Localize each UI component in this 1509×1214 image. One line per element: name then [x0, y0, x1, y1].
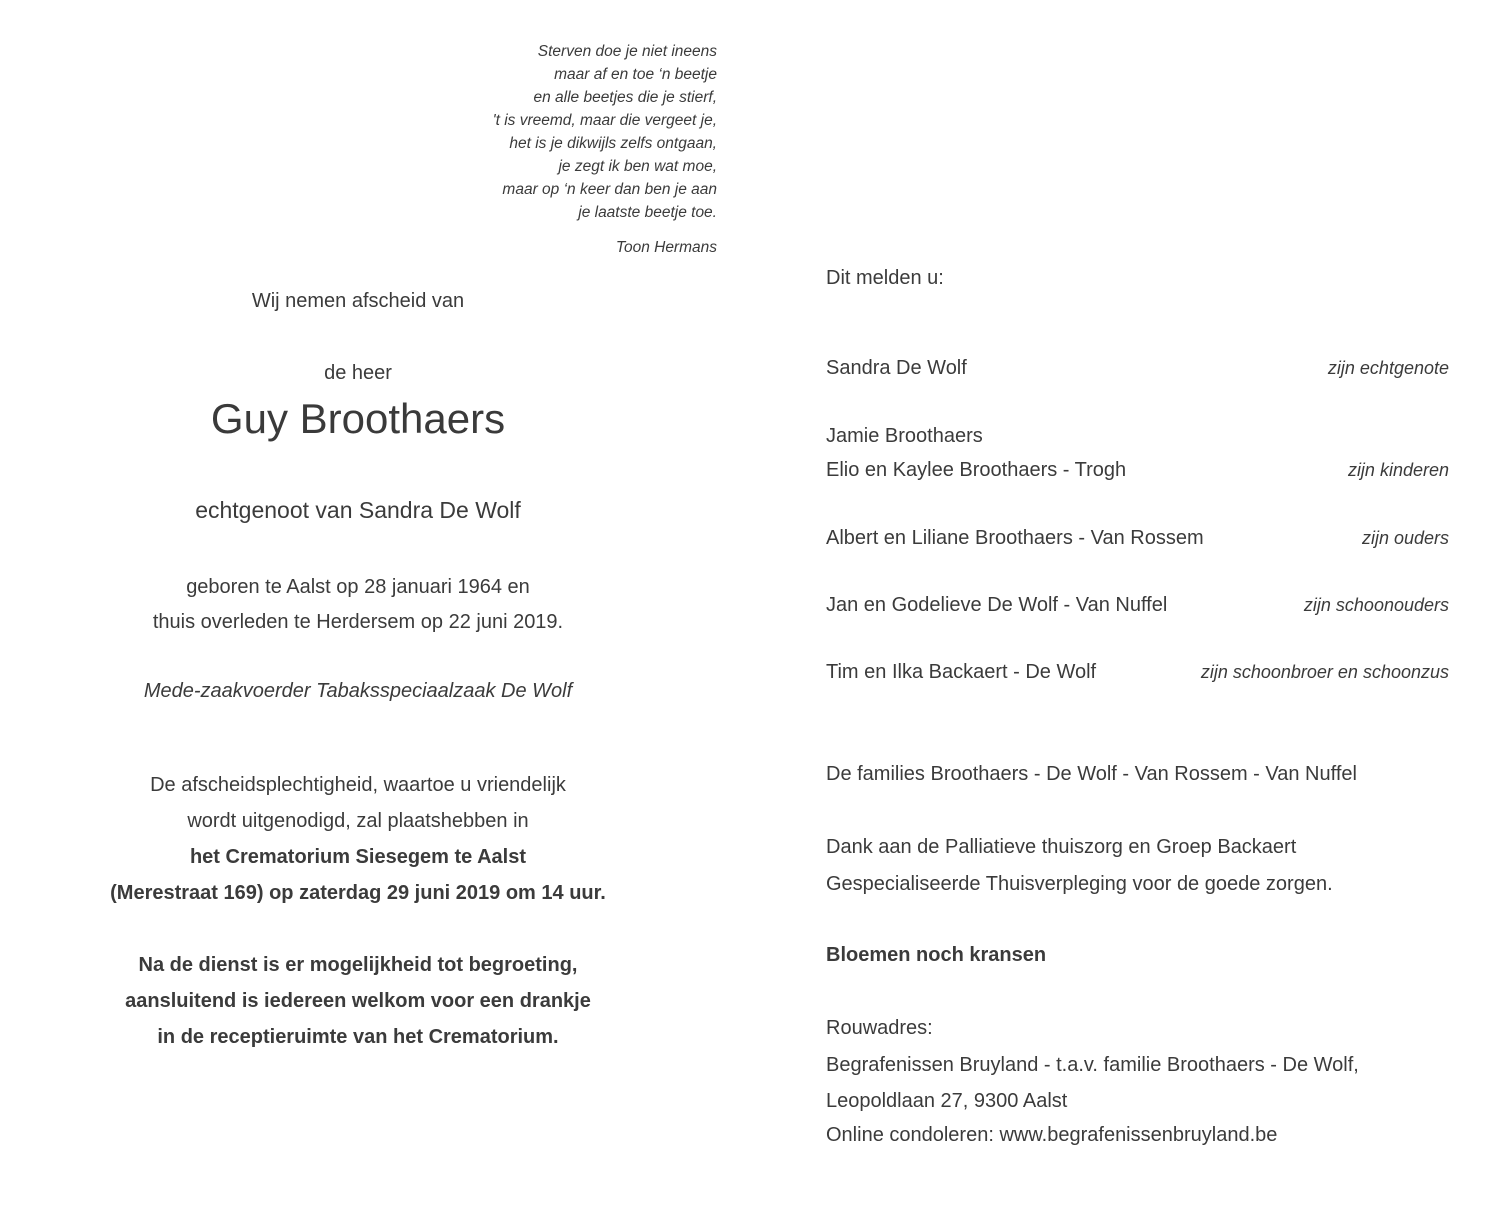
thanks-line: Gespecialiseerde Thuisverpleging voor de goede zorgen.: [826, 873, 1333, 895]
ceremony-line: De afscheidsplechtigheid, waartoe u vriendelijk: [150, 774, 566, 796]
family-row: [826, 655, 1449, 689]
family-member-name: Jan en Godelieve De Wolf - Van Nuffel: [826, 594, 1168, 616]
poem-line: 't is vreemd, maar die vergeet je,: [492, 112, 717, 129]
family-row: [826, 521, 1449, 555]
poem-line: je laatste beetje toe.: [578, 204, 717, 221]
occupation: Mede-zaakvoerder Tabaksspeciaalzaak De Wolf: [143, 680, 573, 702]
poem: [380, 40, 717, 259]
birth-line: geboren te Aalst op 28 januari 1964 en: [186, 576, 530, 598]
family-relation: zijn schoonouders: [1303, 595, 1449, 615]
spouse-line: echtgenoot van Sandra De Wolf: [195, 497, 521, 523]
address-label: Rouwadres:: [826, 1017, 933, 1039]
reception-line: Na de dienst is er mogelijkheid tot begroeting,: [138, 954, 578, 976]
poem-line: het is je dikwijls zelfs ontgaan,: [509, 135, 717, 152]
poem-author: Toon Hermans: [615, 239, 717, 256]
family-row: [826, 419, 1449, 487]
thanks-line: Dank aan de Palliatieve thuiszorg en Groep Backaert: [826, 836, 1297, 858]
poem-line: en alle beetjes die je stierf,: [533, 89, 717, 106]
family-row: [826, 588, 1449, 622]
deceased-name: Guy Broothaers: [210, 395, 506, 442]
family-member-name: Tim en Ilka Backaert - De Wolf: [826, 661, 1097, 683]
death-line: thuis overleden te Herdersem op 22 juni 2019.: [152, 611, 564, 633]
ceremony-line: wordt uitgenodigd, zal plaatshebben in: [187, 810, 529, 832]
ceremony-place: het Crematorium Siesegem te Aalst: [189, 846, 527, 868]
thanks-note: [826, 829, 1449, 903]
address-line: Leopoldlaan 27, 9300 Aalst: [826, 1090, 1068, 1112]
announcement: Dit melden u:: [826, 267, 944, 289]
reception-info: [60, 947, 656, 1055]
families-line: De families Broothaers - De Wolf - Van Rossem - Van Nuffel: [826, 763, 1357, 785]
family-relation: zijn echtgenote: [1327, 358, 1449, 378]
family-relation: zijn ouders: [1361, 528, 1449, 548]
poem-line: maar op ‘n keer dan ben je aan: [502, 181, 717, 198]
no-flowers-note: Bloemen noch kransen: [826, 944, 1047, 966]
family-member-name: Albert en Liliane Broothaers - Van Rossem: [826, 527, 1204, 549]
ceremony-info: [60, 767, 656, 911]
poem-line: je zegt ik ben wat moe,: [558, 158, 717, 175]
family-member-name: Sandra De Wolf: [826, 357, 967, 379]
family-member-name: Jamie Broothaers: [826, 425, 983, 447]
family-relation: zijn schoonbroer en schoonzus: [1200, 662, 1449, 682]
birth-death-info: [60, 570, 656, 640]
honorific: de heer: [324, 362, 392, 384]
farewell-intro: Wij nemen afscheid van: [251, 290, 465, 312]
mourning-address: [826, 1010, 1449, 1152]
reception-line: in de receptieruimte van het Crematorium.: [157, 1026, 559, 1048]
online-condolence: Online condoleren: www.begrafenissenbruyland.be: [826, 1124, 1278, 1146]
poem-line: Sterven doe je niet ineens: [537, 43, 717, 60]
family-relation: zijn kinderen: [1347, 460, 1449, 480]
family-row: [826, 351, 1449, 385]
poem-line: maar af en toe ‘n beetje: [554, 66, 717, 83]
family-member-name: Elio en Kaylee Broothaers - Trogh: [826, 459, 1127, 481]
ceremony-datetime: (Merestraat 169) op zaterdag 29 juni 2019 om 14 uur.: [110, 882, 606, 904]
reception-line: aansluitend is iedereen welkom voor een drankje: [125, 990, 591, 1012]
address-line: Begrafenissen Bruyland - t.a.v. familie Broothaers - De Wolf,: [826, 1054, 1359, 1076]
